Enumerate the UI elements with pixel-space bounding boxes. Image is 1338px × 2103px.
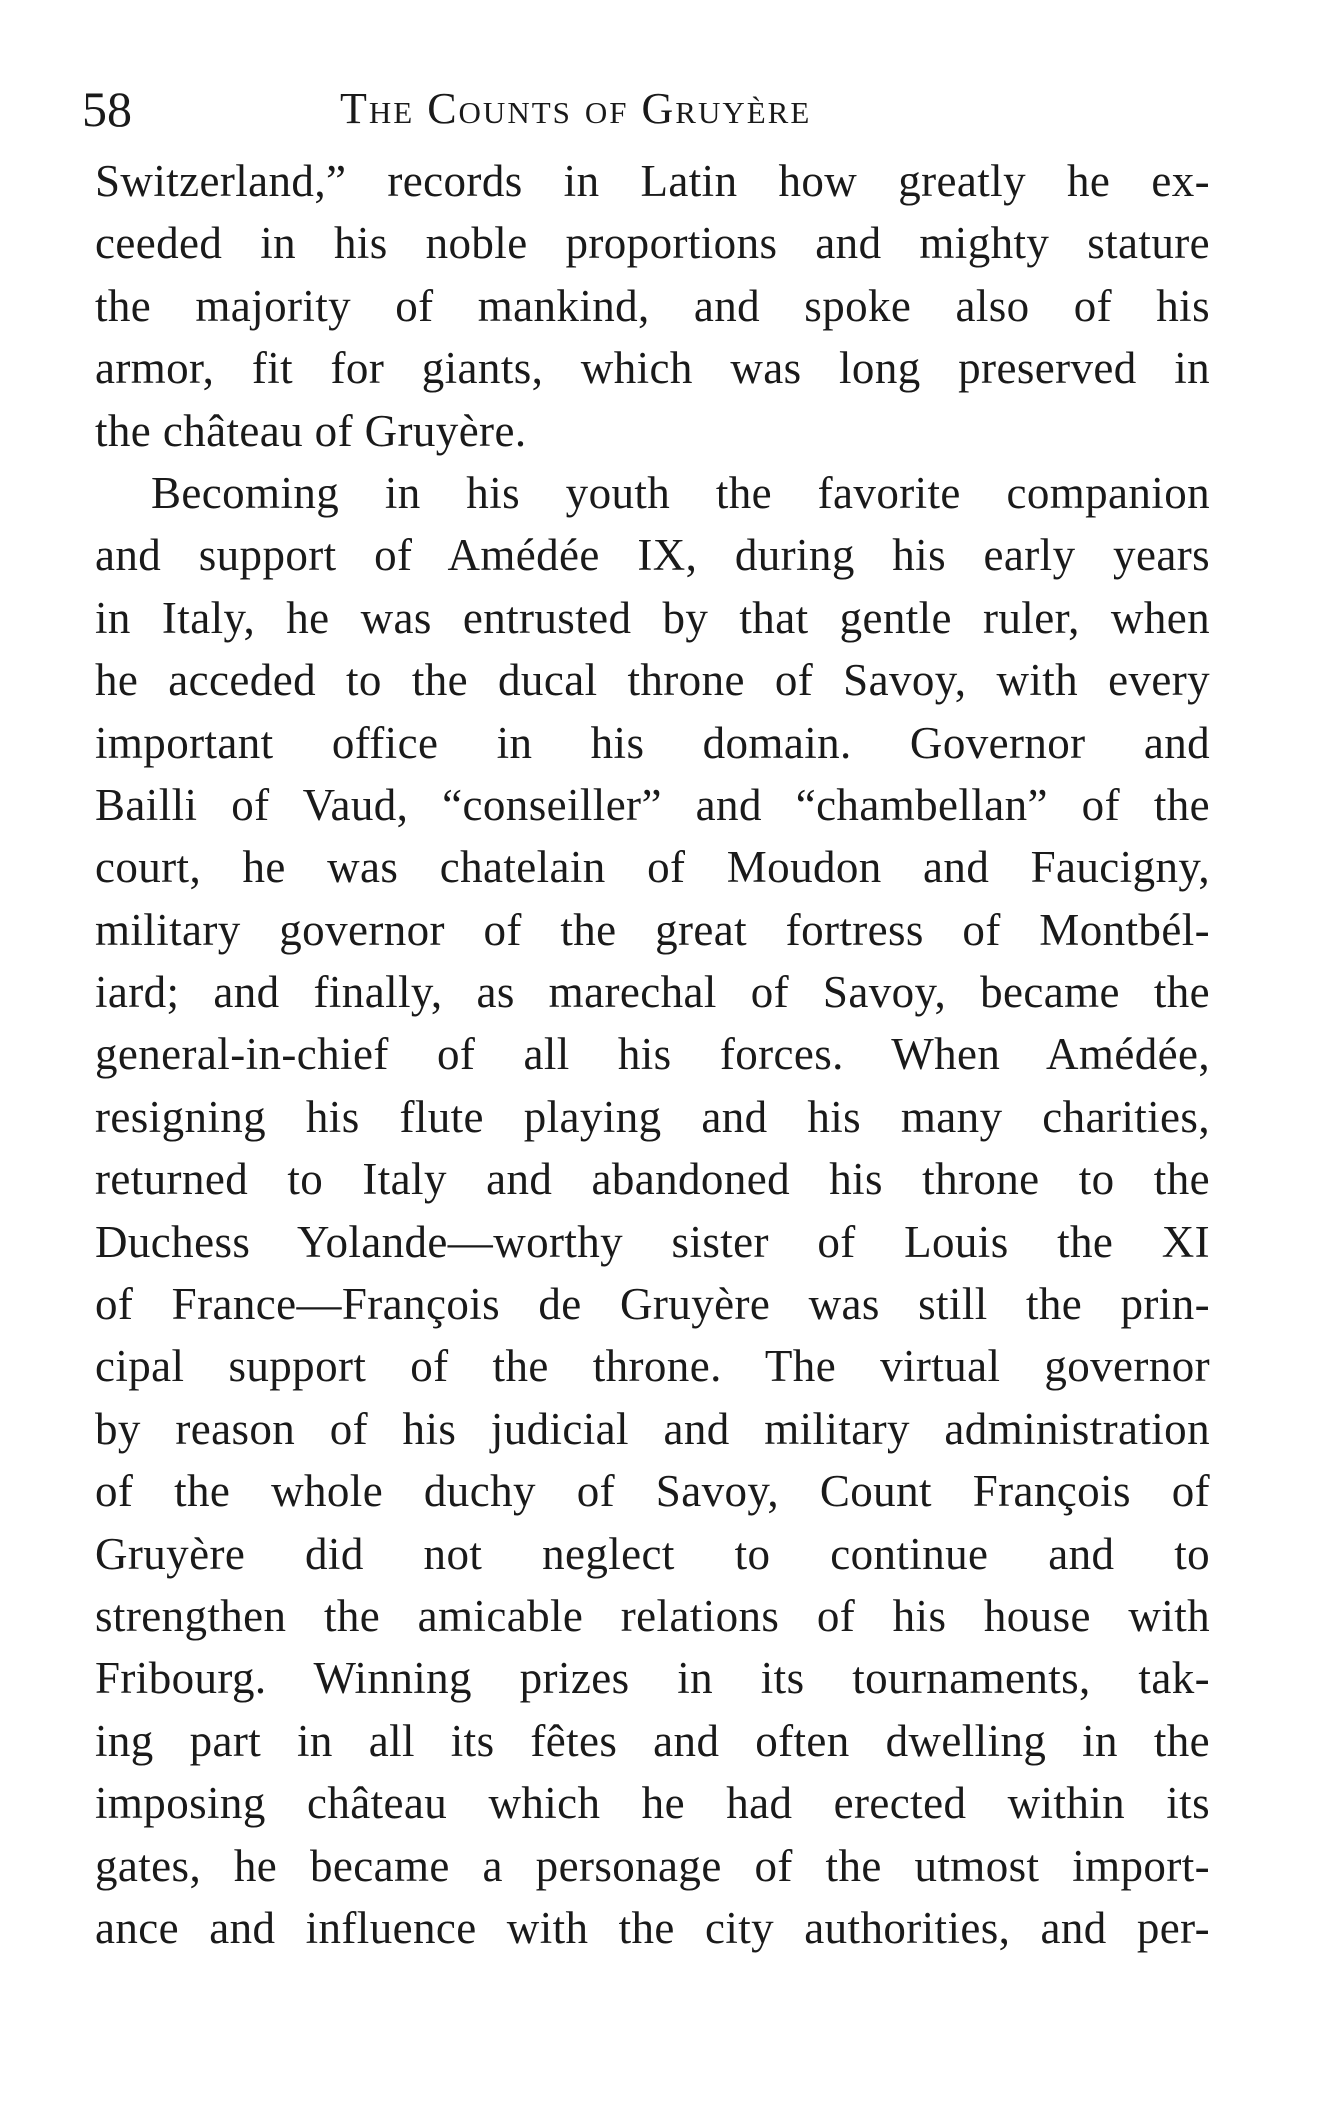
text-line: gates, he became a personage of the utmost import-	[95, 1840, 1210, 1891]
text-line: ing part in all its fêtes and often dwelling in the	[95, 1715, 1210, 1766]
text-line: armor, fit for giants, which was long preserved in	[95, 343, 1210, 394]
text-line: military governor of the great fortress of Montbél-	[95, 904, 1210, 955]
text-line: imposing château which he had erected within its	[95, 1778, 1210, 1829]
running-title: The Counts of Gruyère	[340, 84, 812, 133]
text-line: Duchess Yolande—worthy sister of Louis the XI	[95, 1216, 1210, 1267]
text-line: strengthen the amicable relations of his house with	[95, 1590, 1210, 1641]
text-line: resigning his flute playing and his many charities,	[95, 1091, 1210, 1142]
text-line: ceeded in his noble proportions and mighty stature	[95, 218, 1210, 269]
text-line: and support of Amédée IX, during his early years	[95, 530, 1210, 581]
paragraph-start-line: Becoming in his youth the favorite companion	[151, 467, 1210, 518]
page-number: 58	[82, 81, 132, 137]
text-line: Bailli of Vaud, “conseiller” and “chambellan” of the	[95, 779, 1210, 830]
text-line: ance and influence with the city authorities, and per-	[95, 1902, 1210, 1953]
text-line: important office in his domain. Governor and	[95, 717, 1210, 768]
body-text	[95, 150, 1210, 1959]
text-line: iard; and finally, as marechal of Savoy, became the	[95, 967, 1210, 1018]
text-line: the majority of mankind, and spoke also of his	[95, 280, 1210, 331]
text-line: Switzerland,” records in Latin how greatly he ex-	[95, 156, 1210, 206]
text-line: Fribourg. Winning prizes in its tournaments, tak-	[95, 1653, 1210, 1704]
text-line: general-in-chief of all his forces. When Amédée,	[95, 1029, 1210, 1080]
text-line: he acceded to the ducal throne of Savoy, with every	[95, 655, 1210, 706]
text-line: returned to Italy and abandoned his throne to the	[95, 1154, 1210, 1205]
text-line: in Italy, he was entrusted by that gentle ruler, when	[95, 592, 1210, 643]
text-line: Gruyère did not neglect to continue and to	[95, 1528, 1210, 1579]
text-line: cipal support of the throne. The virtual governor	[95, 1341, 1210, 1392]
text-line: the château of Gruyère.	[95, 405, 527, 456]
text-line: of France—François de Gruyère was still the prin-	[95, 1279, 1210, 1330]
text-line: of the whole duchy of Savoy, Count François of	[95, 1466, 1210, 1517]
text-line: court, he was chatelain of Moudon and Faucigny,	[95, 842, 1210, 893]
running-header	[82, 74, 1212, 144]
text-line: by reason of his judicial and military administration	[95, 1403, 1210, 1454]
